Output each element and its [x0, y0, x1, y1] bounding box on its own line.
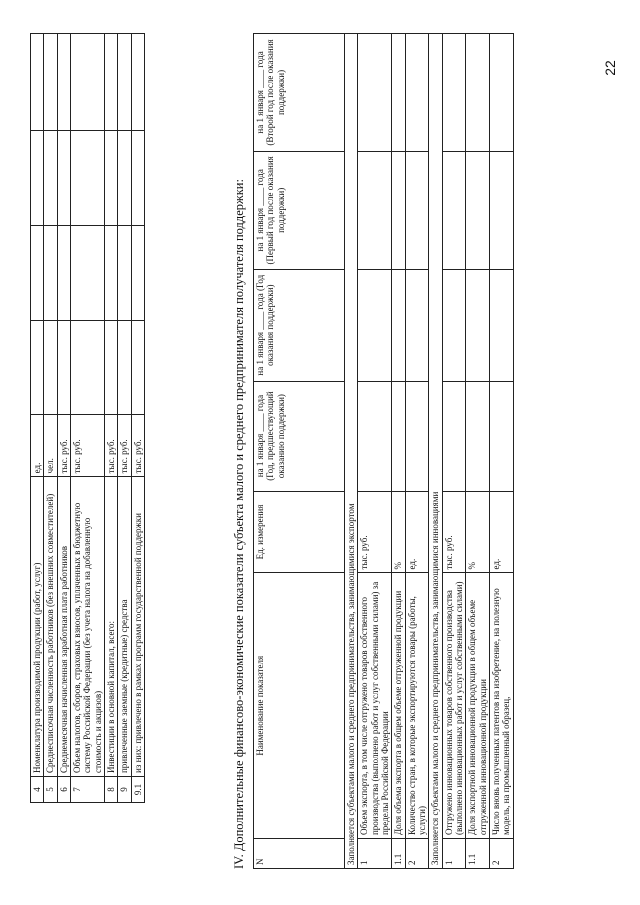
table-row [490, 34, 514, 869]
indicator-name: Число вновь полученных патентов на изобретение, на полезную модель, на промышленный образец, [490, 573, 514, 839]
table-row [405, 34, 429, 869]
unit-cell: тыс. руб. [131, 415, 144, 477]
indicator-name: Номенклатура производимой продукции (работ, услуг) [31, 477, 44, 777]
row-number: 2 [490, 839, 514, 869]
table-row [57, 34, 70, 803]
table-row [31, 34, 44, 803]
unit-cell: % [466, 491, 490, 573]
unit-cell: тыс. руб. [57, 415, 70, 477]
unit-cell: ед. [31, 415, 44, 477]
table-additional-indicators [253, 33, 514, 869]
unit-cell: тыс. руб. [118, 415, 131, 477]
table-row [466, 34, 490, 869]
row-number: 9.1 [131, 777, 144, 803]
header-name: Наименование показателя [254, 573, 345, 839]
header-year3: на 1 января ____ года (Второй год после оказания поддержки) [254, 34, 345, 152]
table-row [442, 34, 466, 869]
indicator-name: Объем экспорта, в том числе отгружено товаров собственного производства (выполнено работ и услуг собственными силами) за пределы Российской Федерации [358, 573, 392, 839]
table-row [44, 34, 57, 803]
table-row [71, 34, 105, 803]
row-number: 7 [71, 777, 105, 803]
unit-cell: тыс. руб. [105, 415, 118, 477]
unit-cell: тыс. руб. [71, 415, 105, 477]
row-number: 6 [57, 777, 70, 803]
unit-cell: тыс. руб. [358, 491, 392, 573]
row-number: 1 [358, 839, 392, 869]
row-number: 2 [405, 839, 429, 869]
section-row-innovation: Заполняется субъектами малого и среднего предпринимательства, занимающимися инновациями [429, 34, 442, 869]
header-year0: на 1 января ____ года (Год, предшествующий оказанию поддержки) [254, 381, 345, 491]
indicator-name: Доля объема экспорта в общем объеме отгруженной продукции [392, 573, 405, 839]
table-header-row [254, 34, 345, 869]
table-prior-indicators [30, 33, 145, 803]
section-row-export: Заполняется субъектами малого и среднего предпринимательства, занимающимися экспортом [345, 34, 358, 869]
row-number: 5 [44, 777, 57, 803]
unit-cell: тыс. руб. [442, 491, 466, 573]
indicator-name: Среднемесячная начисленная заработная плата работников [57, 477, 70, 777]
section-title: IV. Дополнительные финансово-экономические показатели субъекта малого и среднего предпринимателя получателя поддержки: [232, 179, 246, 869]
header-year2: на 1 января ____ года (Первый год после оказания поддержки) [254, 151, 345, 269]
header-year1: на 1 января ____ года (Год оказания поддержки) [254, 269, 345, 381]
row-number: 4 [31, 777, 44, 803]
table-row [118, 34, 131, 803]
table-row [131, 34, 144, 803]
indicator-name: Доля экспортной инновационной продукции в общем объеме отгруженной инновационной продукции [466, 573, 490, 839]
indicator-name: Количество стран, в которые экспортируются товары (работы, услуги) [405, 573, 429, 839]
page-number: 22 [602, 60, 619, 76]
row-number: 1.1 [392, 839, 405, 869]
indicator-name: Инвестиции в основной капитал, всего: [105, 477, 118, 777]
indicator-name: Объем налогов, сборов, страховых взносов, уплаченных в бюджетную систему Российской Федерации (без учета налога на добавленную стоимость и акцизов) [71, 477, 105, 777]
table-row [392, 34, 405, 869]
row-number: 9 [118, 777, 131, 803]
row-number: 1.1 [466, 839, 490, 869]
header-n: N [254, 839, 345, 869]
table-row [105, 34, 118, 803]
row-number: 1 [442, 839, 466, 869]
indicator-name: привлеченные заемные (кредитные) средства [118, 477, 131, 777]
header-unit: Ед. измерения [254, 491, 345, 573]
indicator-name: Среднесписочная численность работников (без внешних совместителей) [44, 477, 57, 777]
unit-cell: чел. [44, 415, 57, 477]
indicator-name: из них: привлечено в рамках программ государственной поддержки [131, 477, 144, 777]
indicator-name: Отгружено инновационных товаров собственного производства (выполнено инновационных работ и услуг собственными силами) [442, 573, 466, 839]
table-row [358, 34, 392, 869]
row-number: 8 [105, 777, 118, 803]
unit-cell: ед. [405, 491, 429, 573]
unit-cell: % [392, 491, 405, 573]
unit-cell: ед. [490, 491, 514, 573]
